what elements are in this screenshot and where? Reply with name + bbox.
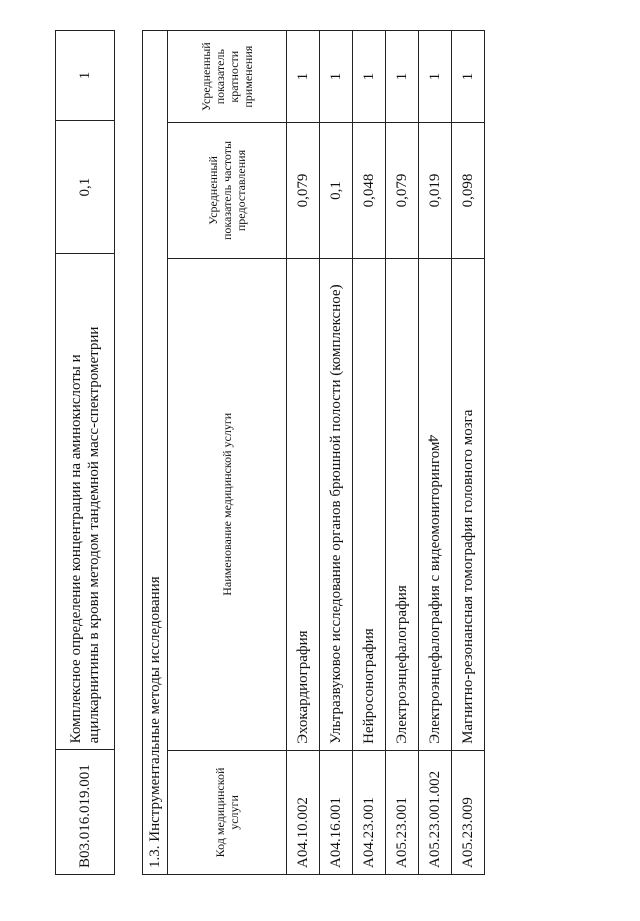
page-number: 4 (424, 434, 441, 443)
service-frequency: 0,079 (287, 123, 320, 258)
service-code: A04.23.001 (353, 750, 386, 874)
header-code: Код медицинской услуги (168, 750, 287, 874)
table-row (320, 31, 353, 875)
instrumental-methods-table (142, 30, 485, 875)
table-row (452, 31, 485, 875)
service-code: A05.23.001 (386, 750, 419, 874)
service-frequency: 0,098 (452, 123, 485, 258)
service-frequency: 0,048 (353, 123, 386, 258)
section-title: 1.3. Инструментальные методы исследования (143, 31, 168, 875)
service-code: A05.23.009 (452, 750, 485, 874)
header-row (168, 31, 287, 875)
service-frequency: 0,1 (320, 123, 353, 258)
service-multiplicity: 1 (386, 31, 419, 123)
service-multiplicity: 1 (452, 31, 485, 123)
header-name: Наименование медицинской услуги (168, 258, 287, 750)
service-name: Нейросонография (353, 258, 386, 750)
service-multiplicity: 1 (287, 31, 320, 123)
service-code: A04.10.002 (287, 750, 320, 874)
service-name: Электроэнцефалография с видеомониторингом (419, 258, 452, 750)
table-row (419, 31, 452, 875)
service-multiplicity: 1 (320, 31, 353, 123)
section-caption-row (143, 31, 168, 875)
service-frequency: 0,019 (419, 123, 452, 258)
service-name: Эхокардиография (287, 258, 320, 750)
service-multiplicity: 1 (353, 31, 386, 123)
service-code: B03.016.019.001 (56, 750, 115, 875)
table-row (353, 31, 386, 875)
table-row (386, 31, 419, 875)
service-multiplicity: 1 (56, 31, 115, 121)
service-name: Электроэнцефалография (386, 258, 419, 750)
service-frequency: 0,079 (386, 123, 419, 258)
service-multiplicity: 1 (419, 31, 452, 123)
top-services-table (55, 30, 115, 875)
header-multiplicity: Усредненный показатель кратности применения (168, 31, 287, 123)
table-row (287, 31, 320, 875)
service-code: A04.16.001 (320, 750, 353, 874)
service-frequency: 0,1 (56, 120, 115, 253)
service-name: Магнитно-резонансная томография головного мозга (452, 258, 485, 750)
table-row (56, 31, 115, 875)
service-code: A05.23.001.002 (419, 750, 452, 874)
document-sheet (55, 30, 585, 900)
service-name: Комплексное определение концентрации на аминокислоты и ацилкарнитины в крови методом тандемной масс-спектрометрии (56, 254, 115, 750)
header-frequency: Усредненный показатель частоты предоставления (168, 123, 287, 258)
service-name: Ультразвуковое исследование органов брюшной полости (комплексное) (320, 258, 353, 750)
